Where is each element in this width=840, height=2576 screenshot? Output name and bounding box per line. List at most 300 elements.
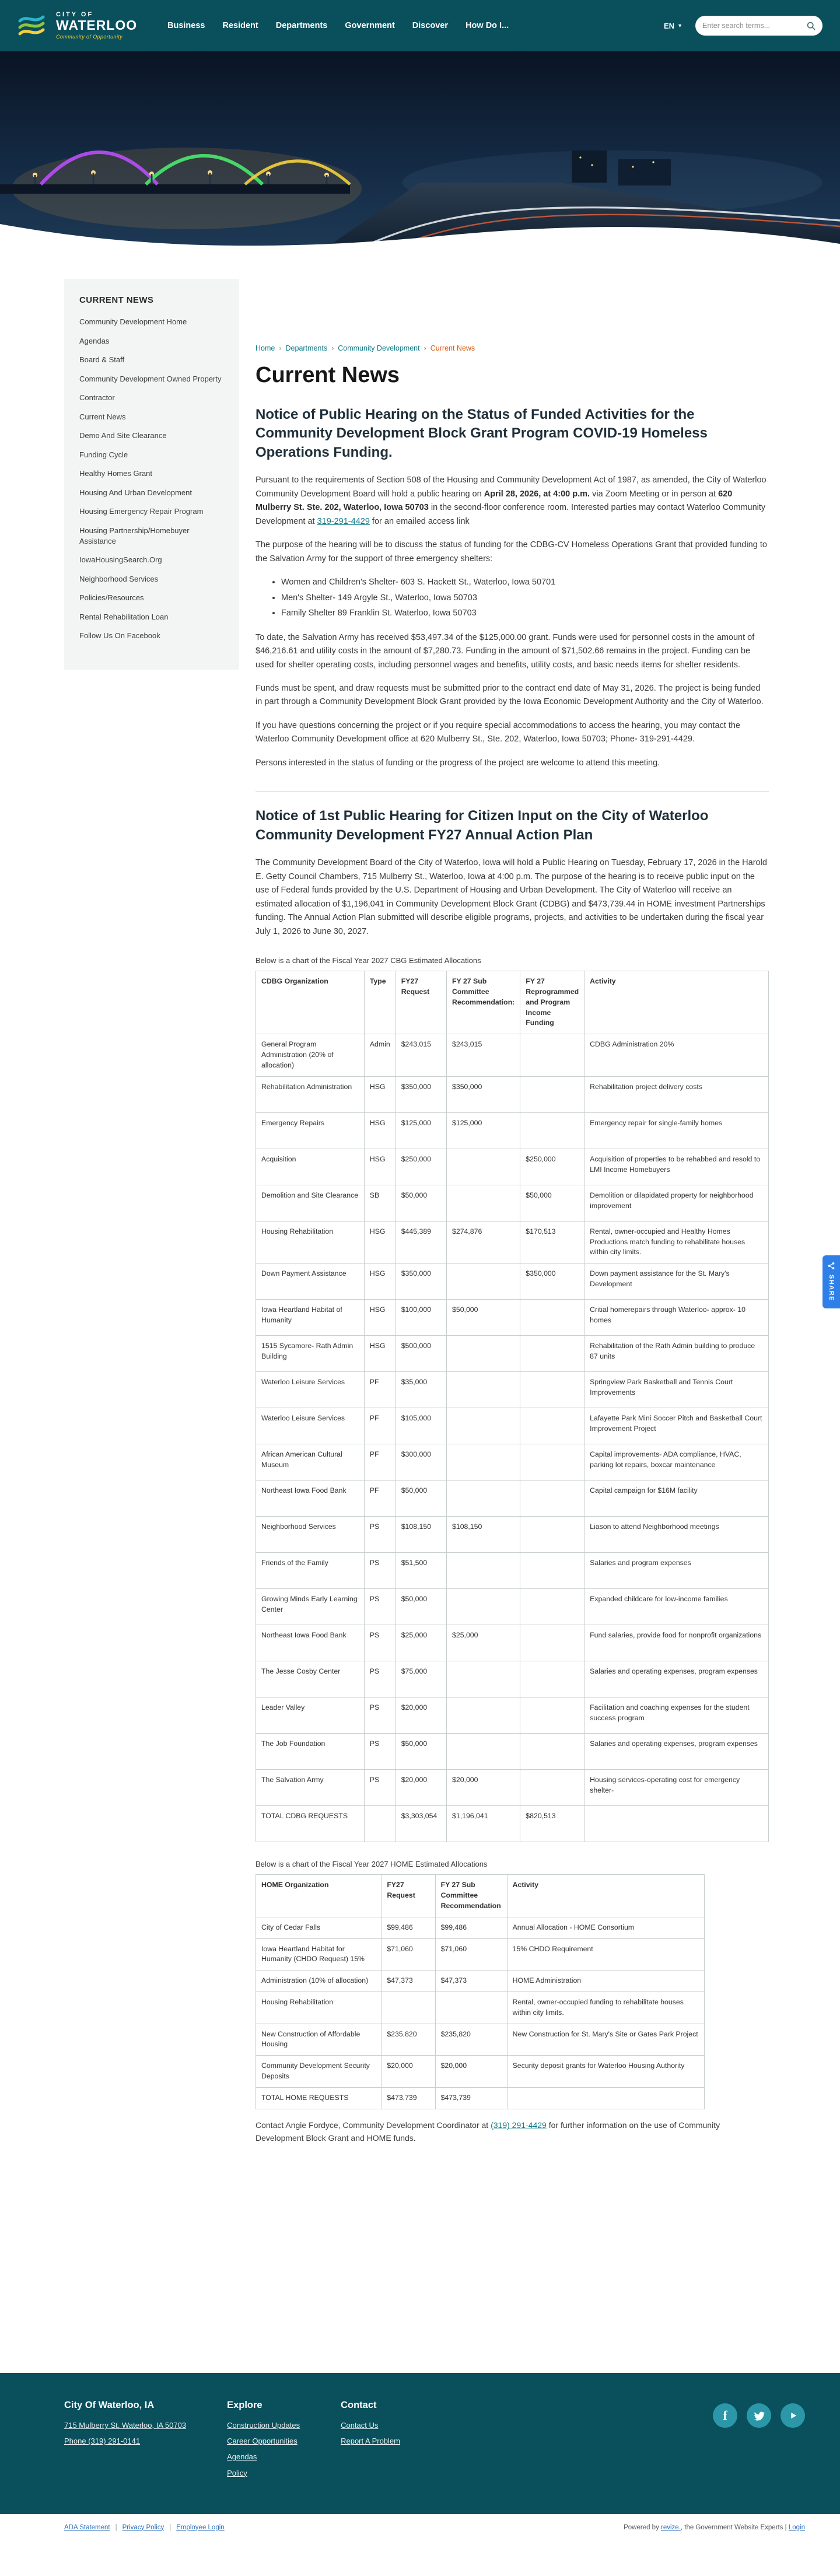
table-cell: PS <box>364 1553 396 1589</box>
table-cell: $71,060 <box>435 1938 507 1971</box>
nav-item[interactable]: Discover <box>412 21 449 30</box>
column-header: Activity <box>507 1875 704 1917</box>
table-cell: $20,000 <box>396 1770 446 1806</box>
table-header-row <box>256 1875 705 1917</box>
table-row <box>256 1185 769 1221</box>
paragraph: Funds must be spent, and draw requests must be submitted prior to the contract end date of May 31, 2026. The project is being funded in part through a Community Development Block Grant provided by the Iowa Economic Development Authority and the City of Waterloo. <box>256 683 764 707</box>
table-cell: HSG <box>364 1149 396 1185</box>
table-cell: $20,000 <box>447 1770 520 1806</box>
hero-image <box>0 51 840 256</box>
table-cell: $50,000 <box>396 1734 446 1770</box>
table-cell: Neighborhood Services <box>256 1517 365 1553</box>
search-input[interactable] <box>702 22 803 30</box>
table-cell <box>520 1112 584 1149</box>
table-cell: $125,000 <box>447 1112 520 1149</box>
table-cell: $473,739 <box>382 2087 435 2109</box>
table-cell: CDBG Administration 20% <box>584 1034 769 1076</box>
column-header: FY 27 Sub Committee Recommendation: <box>447 971 520 1034</box>
logo-waves-icon <box>18 10 51 41</box>
table-cell <box>447 1185 520 1221</box>
table-cell: Down Payment Assistance <box>256 1264 365 1300</box>
column-header: Type <box>364 971 396 1034</box>
shelter-list-item: • Women and Children's Shelter- 603 S. Hackett St., Waterloo, Iowa 50701 <box>281 576 769 589</box>
footer-explore-title: Explore <box>227 2400 262 2410</box>
table-cell: Capital improvements- ADA compliance, HVAC, parking lot repairs, boxcar maintenance <box>584 1444 769 1480</box>
table-cell: Lafayette Park Mini Soccer Pitch and Basketball Court Improvement Project <box>584 1408 769 1444</box>
table-row <box>256 1938 705 1971</box>
footer-city-title: City Of Waterloo, IA <box>64 2400 155 2410</box>
breadcrumb-item[interactable]: Home <box>256 344 275 352</box>
table-cell: 15% CHDO Requirement <box>507 1938 704 1971</box>
table-cell: Community Development Security Deposits <box>256 2056 382 2088</box>
site-header <box>0 0 840 51</box>
table-cell: Housing services-operating cost for emergency shelter- <box>584 1770 769 1806</box>
sidebar-item[interactable]: Neighborhood Services <box>79 574 159 583</box>
table-cell <box>447 1444 520 1480</box>
table-row <box>256 1589 769 1625</box>
table-cell: $105,000 <box>396 1408 446 1444</box>
table-cell: Rental, owner-occupied and Healthy Homes Productions match funding to rehabilitate houses within city limits. <box>584 1221 769 1263</box>
table-cell: HOME Administration <box>507 1971 704 1992</box>
table-cell <box>447 1661 520 1698</box>
table-cell: PS <box>364 1734 396 1770</box>
table-cell: $25,000 <box>396 1625 446 1661</box>
hearing-address: 620 Mulberry St. Ste. 202, Waterloo, Iowa 50703 <box>256 489 733 513</box>
table-cell <box>520 1734 584 1770</box>
table-cell: The Job Foundation <box>256 1734 365 1770</box>
table-row <box>256 1336 769 1372</box>
sidebar-item[interactable]: Current News <box>79 412 126 421</box>
table-cell: $1,196,041 <box>447 1806 520 1842</box>
table-cell: Fund salaries, provide food for nonprofit organizations <box>584 1625 769 1661</box>
table-cell: $47,373 <box>435 1971 507 1992</box>
article-heading: Notice of 1st Public Hearing for Citizen Input on the City of Waterloo Community Development FY27 Annual Action Plan <box>256 808 709 843</box>
table-cell: $3,303,054 <box>396 1806 446 1842</box>
logo-waterloo: WATERLOO <box>56 18 138 33</box>
sidebar-item[interactable]: Board & Staff <box>79 355 125 365</box>
hero-banner <box>0 51 840 256</box>
table-cell: Rehabilitation of the Rath Admin building to produce 87 units <box>584 1336 769 1372</box>
table-cell <box>520 1372 584 1408</box>
table-cell <box>520 1480 584 1517</box>
table-cell: $445,389 <box>396 1221 446 1263</box>
table-row <box>256 1034 769 1076</box>
table-cell: Salaries and program expenses <box>584 1553 769 1589</box>
sidebar-item[interactable]: Demo And Site Clearance <box>79 431 167 440</box>
shelter-list-item: • Men's Shelter- 149 Argyle St., Waterloo, Iowa 50703 <box>281 592 769 605</box>
table-cell: African American Cultural Museum <box>256 1444 365 1480</box>
table-cell: SB <box>364 1185 396 1221</box>
table-cell: $50,000 <box>396 1589 446 1625</box>
table-cell: $170,513 <box>520 1221 584 1263</box>
table-row <box>256 1480 769 1517</box>
legal-link[interactable]: | Employee Login <box>164 2524 224 2531</box>
footer-link[interactable]: Contact Us <box>341 2421 379 2430</box>
table-cell: $250,000 <box>520 1149 584 1185</box>
nav-item[interactable]: How Do I... <box>466 21 509 30</box>
site-footer <box>0 2373 840 2514</box>
table-cell <box>520 1698 584 1734</box>
table-cell: Iowa Heartland Habitat of Humanity <box>256 1300 365 1336</box>
table-cell: Acquisition <box>256 1149 365 1185</box>
table-cell: PF <box>364 1408 396 1444</box>
table-cell <box>520 1589 584 1625</box>
table-cell: Demolition or dilapidated property for neighborhood improvement <box>584 1185 769 1221</box>
phone-link[interactable]: 319-291-4429 <box>317 516 370 526</box>
footer-explore-column <box>227 2400 300 2484</box>
bottom-bar <box>0 2514 840 2541</box>
table-cell: $300,000 <box>396 1444 446 1480</box>
table-row <box>256 1661 769 1698</box>
table-caption: Below is a chart of the Fiscal Year 2027 CBG Estimated Allocations <box>256 956 481 965</box>
table-cell <box>447 1408 520 1444</box>
hearing-date: April 28, 2026, at 4:00 p.m. <box>484 489 590 499</box>
share-label: SHARE <box>828 1275 835 1302</box>
table-cell: Salaries and operating expenses, program expenses <box>584 1734 769 1770</box>
table-cell <box>520 1770 584 1806</box>
table-row <box>256 2024 705 2056</box>
table-row <box>256 1372 769 1408</box>
nav-item[interactable]: Resident <box>222 21 258 30</box>
table-cell: Rehabilitation Administration <box>256 1076 365 1112</box>
paragraph-text: for an emailed access link <box>369 516 470 526</box>
table-cell <box>447 1372 520 1408</box>
paragraph <box>256 474 769 528</box>
table-cell: The Salvation Army <box>256 1770 365 1806</box>
table-cell: Iowa Heartland Habitat for Humanity (CHDO Request) 15% <box>256 1938 382 1971</box>
table-row <box>256 1517 769 1553</box>
main-nav <box>167 21 656 30</box>
language-selector[interactable] <box>664 22 682 30</box>
shelter-list <box>281 576 769 620</box>
table-cell: Annual Allocation - HOME Consortium <box>507 1917 704 1938</box>
footer-contact-title: Contact <box>341 2400 377 2410</box>
share-icon <box>827 1261 835 1270</box>
table-cell <box>520 1076 584 1112</box>
table-cell: New Construction of Affordable Housing <box>256 2024 382 2056</box>
sidebar-item[interactable]: Community Development Home <box>79 317 187 326</box>
table-cell: Northeast Iowa Food Bank <box>256 1625 365 1661</box>
table-cell: General Program Administration (20% of allocation) <box>256 1034 365 1076</box>
table-cell: $473,739 <box>435 2087 507 2109</box>
table-cell <box>520 1336 584 1372</box>
table-cell: $47,373 <box>382 1971 435 1992</box>
table-cell: $25,000 <box>447 1625 520 1661</box>
table-cell: HSG <box>364 1264 396 1300</box>
paragraph: Persons interested in the status of funding or the progress of the project are welcome to attend this meeting. <box>256 758 660 768</box>
table-cell <box>447 1589 520 1625</box>
youtube-icon[interactable] <box>780 2403 805 2428</box>
table-cell <box>447 1698 520 1734</box>
footer-link[interactable]: Career Opportunities <box>227 2437 298 2446</box>
table-row <box>256 1076 769 1112</box>
table-cell: Expanded childcare for low-income families <box>584 1589 769 1625</box>
table-row <box>256 1221 769 1263</box>
paragraph-text: in the second-floor conference room. Interested parties may contact Waterloo Community Development at <box>256 503 766 526</box>
table-cell: $500,000 <box>396 1336 446 1372</box>
footer-link[interactable]: Report A Problem <box>341 2437 400 2446</box>
column-header: FY 27 Reprogrammed and Program Income Funding <box>520 971 584 1034</box>
table-cell: $51,500 <box>396 1553 446 1589</box>
table-cell <box>520 1034 584 1076</box>
table-cell: Facilitation and coaching expenses for the student success program <box>584 1698 769 1734</box>
table-cell <box>520 1444 584 1480</box>
table-cell <box>447 1553 520 1589</box>
paragraph: The purpose of the hearing will be to discuss the status of funding for the CDBG-CV Homeless Operations Grant that provided funding to the Salvation Army for the support of three emergency shelters: <box>256 540 767 564</box>
table-cell: Waterloo Leisure Services <box>256 1372 365 1408</box>
table-row <box>256 2056 705 2088</box>
table-cell: TOTAL HOME REQUESTS <box>256 2087 382 2109</box>
table-cell: $243,015 <box>447 1034 520 1076</box>
sidebar-item[interactable]: Follow Us On Facebook <box>79 631 160 640</box>
table-row <box>256 1917 705 1938</box>
contact-phone-link[interactable]: (319) 291-4429 <box>491 2120 547 2130</box>
table-cell: $274,876 <box>447 1221 520 1263</box>
table-cell: $50,000 <box>396 1480 446 1517</box>
table-cell: $820,513 <box>520 1806 584 1842</box>
table-cell: $20,000 <box>396 1698 446 1734</box>
table-row <box>256 1698 769 1734</box>
footer-link[interactable]: Agendas <box>227 2452 257 2462</box>
table-row <box>256 1770 769 1806</box>
table-cell: PS <box>364 1661 396 1698</box>
table-row <box>256 1806 769 1842</box>
footer-city-column <box>64 2400 186 2452</box>
table-cell: City of Cedar Falls <box>256 1917 382 1938</box>
table-cell: TOTAL CDBG REQUESTS <box>256 1806 365 1842</box>
sidebar-item[interactable]: Healthy Homes Grant <box>79 469 152 478</box>
table-cell: Liason to attend Neighborhood meetings <box>584 1517 769 1553</box>
table-cell <box>520 1517 584 1553</box>
table-cell <box>520 1300 584 1336</box>
table-cell: Rehabilitation project delivery costs <box>584 1076 769 1112</box>
content-area <box>0 256 840 2373</box>
table-cell <box>435 1992 507 2024</box>
table-cell: $20,000 <box>382 2056 435 2088</box>
nav-item[interactable]: Business <box>167 21 205 30</box>
table-cell: $108,150 <box>447 1517 520 1553</box>
contact-text: for further information on the use of Community Development Block Grant and HOME funds. <box>256 2120 720 2143</box>
site-logo[interactable] <box>18 10 149 41</box>
table-cell: $50,000 <box>447 1300 520 1336</box>
table-cell <box>520 1661 584 1698</box>
table-cell: HSG <box>364 1221 396 1263</box>
footer-explore-links <box>227 2420 300 2479</box>
revize-link[interactable]: revize. <box>661 2524 681 2531</box>
table-header-row <box>256 971 769 1034</box>
main-column <box>256 279 769 2145</box>
table-cell: Housing Rehabilitation <box>256 1992 382 2024</box>
sidebar-item[interactable]: IowaHousingSearch.Org <box>79 555 162 565</box>
table-cell: New Construction for St. Mary's Site or Gates Park Project <box>507 2024 704 2056</box>
table-cell: PS <box>364 1625 396 1661</box>
table-cell <box>382 1992 435 2024</box>
sidebar-item[interactable]: Rental Rehabilitation Loan <box>79 612 169 621</box>
column-header: FY27 Request <box>382 1875 435 1917</box>
breadcrumb-item[interactable]: › Current News <box>420 344 475 352</box>
table-cell: PF <box>364 1480 396 1517</box>
table-cell: Emergency repair for single-family homes <box>584 1112 769 1149</box>
table-row <box>256 1553 769 1589</box>
table-cell: Housing Rehabilitation <box>256 1221 365 1263</box>
table-cell: $250,000 <box>396 1149 446 1185</box>
footer-phone-link[interactable]: Phone (319) 291-0141 <box>64 2437 141 2446</box>
table-cell <box>520 1625 584 1661</box>
table-cell <box>447 1480 520 1517</box>
table-row <box>256 1264 769 1300</box>
page-title: Current News <box>256 363 400 387</box>
logo-text <box>56 12 137 40</box>
table-cell <box>584 1806 769 1842</box>
table-cell <box>520 1408 584 1444</box>
sidebar-item[interactable]: Community Development Owned Property <box>79 374 222 383</box>
nav-item[interactable]: Government <box>345 21 395 30</box>
logo-tagline: Community of Opportunity <box>56 33 123 40</box>
sidebar-item[interactable]: Agendas <box>79 336 110 345</box>
table-cell: Growing Minds Early Learning Center <box>256 1589 365 1625</box>
table-cell: Northeast Iowa Food Bank <box>256 1480 365 1517</box>
table-cell: Capital campaign for $16M facility <box>584 1480 769 1517</box>
contact-text: Contact Angie Fordyce, Community Development Coordinator at <box>256 2120 491 2130</box>
table-cell: Administration (10% of allocation) <box>256 1971 382 1992</box>
home-allocations-table <box>256 1874 705 2109</box>
sidebar-item[interactable]: Policies/Resources <box>79 593 144 603</box>
table-row <box>256 1300 769 1336</box>
powered-text: , the Government Website Experts | <box>680 2524 789 2531</box>
table-row <box>256 1625 769 1661</box>
table-row <box>256 1149 769 1185</box>
powered-by <box>624 2524 805 2531</box>
article-separator <box>256 791 769 792</box>
login-link[interactable]: Login <box>788 2524 805 2531</box>
table-row <box>256 1971 705 1992</box>
table-cell: HSG <box>364 1300 396 1336</box>
table-cell: Acquisition of properties to be rehabbed and resold to LMI Income Homebuyers <box>584 1149 769 1185</box>
table-cell: HSG <box>364 1336 396 1372</box>
table-cell: $75,000 <box>396 1661 446 1698</box>
table-row <box>256 1112 769 1149</box>
table-cell: PF <box>364 1372 396 1408</box>
article-public-hearing-notice <box>256 405 769 770</box>
table-cell: Down payment assistance for the St. Mary's Development <box>584 1264 769 1300</box>
sidebar-item[interactable]: Housing Partnership/Homebuyer Assistance <box>79 526 190 545</box>
sidebar-item[interactable]: Housing And Urban Development <box>79 488 192 497</box>
table-cell: PS <box>364 1589 396 1625</box>
table-cell: The Jesse Cosby Center <box>256 1661 365 1698</box>
table-cell: $350,000 <box>447 1076 520 1112</box>
table-row <box>256 1408 769 1444</box>
paragraph: To date, the Salvation Army has received $53,497.34 of the $125,000.00 grant. Funds were used for personnel costs in the amount of $46,216.61 and utility costs in the amount of $7,280.73. Funding in the amount of $71,502.66 remains in the project. Funding can be used for shelter operating costs, including personnel wages and benefits, utility costs, and basic needs items for shelter residents. <box>256 632 755 670</box>
table-cell: Demolition and Site Clearance <box>256 1185 365 1221</box>
legal-link[interactable]: | Privacy Policy <box>110 2524 164 2531</box>
chevron-down-icon: ▼ <box>677 23 682 29</box>
table-cell: 1515 Sycamore- Rath Admin Building <box>256 1336 365 1372</box>
nav-item[interactable]: Departments <box>275 21 328 30</box>
table-cell: $108,150 <box>396 1517 446 1553</box>
table-cell: Admin <box>364 1034 396 1076</box>
shelter-list-item: • Family Shelter 89 Franklin St. Waterloo, Iowa 50703 <box>281 607 769 620</box>
table-cell <box>520 1553 584 1589</box>
table-cell: HSG <box>364 1076 396 1112</box>
column-header: Activity <box>584 971 769 1034</box>
paragraph-text: Pursuant to the requirements of Section 508 of the Housing and Community Development Act of 1987, as amended, the City of Waterloo Community Development Board will hold a public hearing on <box>256 475 766 499</box>
breadcrumb-item[interactable]: › Departments <box>275 344 327 352</box>
sidebar-item[interactable]: Contractor <box>79 393 115 402</box>
table-cell: $243,015 <box>396 1034 446 1076</box>
table-cell <box>447 1264 520 1300</box>
table-cell: $35,000 <box>396 1372 446 1408</box>
footer-link[interactable]: Policy <box>227 2468 247 2477</box>
powered-text: Powered by <box>624 2524 662 2531</box>
table-cell <box>507 2087 704 2109</box>
table-cell: $99,486 <box>435 1917 507 1938</box>
table-cell: $235,820 <box>435 2024 507 2056</box>
table-cell: $235,820 <box>382 2024 435 2056</box>
article-heading: Notice of Public Hearing on the Status of Funded Activities for the Community Development Block Grant Program COVID-19 Homeless Operations Funding. <box>256 407 708 460</box>
table-cell: $50,000 <box>520 1185 584 1221</box>
column-header: CDBG Organization <box>256 971 365 1034</box>
sidebar-item[interactable]: Housing Emergency Repair Program <box>79 507 204 516</box>
sidebar <box>64 279 239 670</box>
table-cell: $350,000 <box>396 1076 446 1112</box>
paragraph: If you have questions concerning the project or if you require special accommodations to access the hearing, you may contact the Waterloo Community Development office at 620 Mulberry St., Ste. 202, Waterloo, Iowa 50703; Phone- 319-291-4429. <box>256 720 740 744</box>
column-header: FY27 Request <box>396 971 446 1034</box>
table-cell: $125,000 <box>396 1112 446 1149</box>
footer-social <box>713 2400 805 2428</box>
table-cell: Salaries and operating expenses, program expenses <box>584 1661 769 1698</box>
paragraph: The Community Development Board of the City of Waterloo, Iowa will hold a Public Hearing on Tuesday, February 17, 2026 in the Harold E. Getty Council Chambers, 715 Mulberry St., Waterloo, Iowa at 4:00 p.m. The purpose of the hearing is to receive public input on the use of Federal funds provided by the U.S. Department of Housing and Urban Development. The City of Waterloo will receive an estimated allocation of $1,196,041 in Community Development Block Grant (CDBG) and $473,739.44 in HOME investment Partnerships funding. The Annual Action Plan submitted will describe eligible programs, projects, and activities to be undertaken during the fiscal year July 1, 2026 to June 30, 2027. <box>256 858 767 936</box>
sidebar-list <box>79 317 224 641</box>
table-cell: Critial homerepairs through Waterloo- approx- 10 homes <box>584 1300 769 1336</box>
column-header: HOME Organization <box>256 1875 382 1917</box>
language-label: EN <box>664 21 675 30</box>
table-cell <box>447 1734 520 1770</box>
facebook-icon[interactable]: f <box>713 2403 737 2428</box>
table-cell: $99,486 <box>382 1917 435 1938</box>
table-cell: Rental, owner-occupied funding to rehabilitate houses within city limits. <box>507 1992 704 2024</box>
footer-link[interactable]: Construction Updates <box>227 2421 300 2430</box>
breadcrumb-item[interactable]: › Community Development <box>327 344 420 352</box>
column-header: FY 27 Sub Committee Recommendation <box>435 1875 507 1917</box>
table-cell: HSG <box>364 1112 396 1149</box>
table-cell: $350,000 <box>396 1264 446 1300</box>
table-cell: Security deposit grants for Waterloo Housing Authority <box>507 2056 704 2088</box>
table-caption: Below is a chart of the Fiscal Year 2027 HOME Estimated Allocations <box>256 1860 488 1869</box>
table-cell: $20,000 <box>435 2056 507 2088</box>
logo-city-of: CITY OF <box>56 10 94 18</box>
footer-address-link[interactable]: 715 Mulberry St. Waterloo, IA 50703 <box>64 2421 187 2430</box>
sidebar-item[interactable]: Funding Cycle <box>79 450 128 459</box>
table-row <box>256 1992 705 2024</box>
table-cell: PS <box>364 1698 396 1734</box>
footer-contact-column <box>341 2400 400 2452</box>
cdbg-allocations-table <box>256 971 769 1842</box>
search-icon[interactable] <box>807 22 816 30</box>
table-cell: PS <box>364 1770 396 1806</box>
table-cell: $350,000 <box>520 1264 584 1300</box>
table-cell: Waterloo Leisure Services <box>256 1408 365 1444</box>
sidebar-title: CURRENT NEWS <box>79 295 154 305</box>
table-cell <box>364 1806 396 1842</box>
footer-contact-links <box>341 2420 400 2446</box>
legal-link[interactable]: ADA Statement <box>64 2524 110 2531</box>
share-button[interactable] <box>822 1255 840 1308</box>
table-cell: $100,000 <box>396 1300 446 1336</box>
article-annual-action-plan <box>256 807 769 2144</box>
table-cell: PF <box>364 1444 396 1480</box>
table-cell <box>447 1336 520 1372</box>
twitter-icon[interactable] <box>747 2403 771 2428</box>
